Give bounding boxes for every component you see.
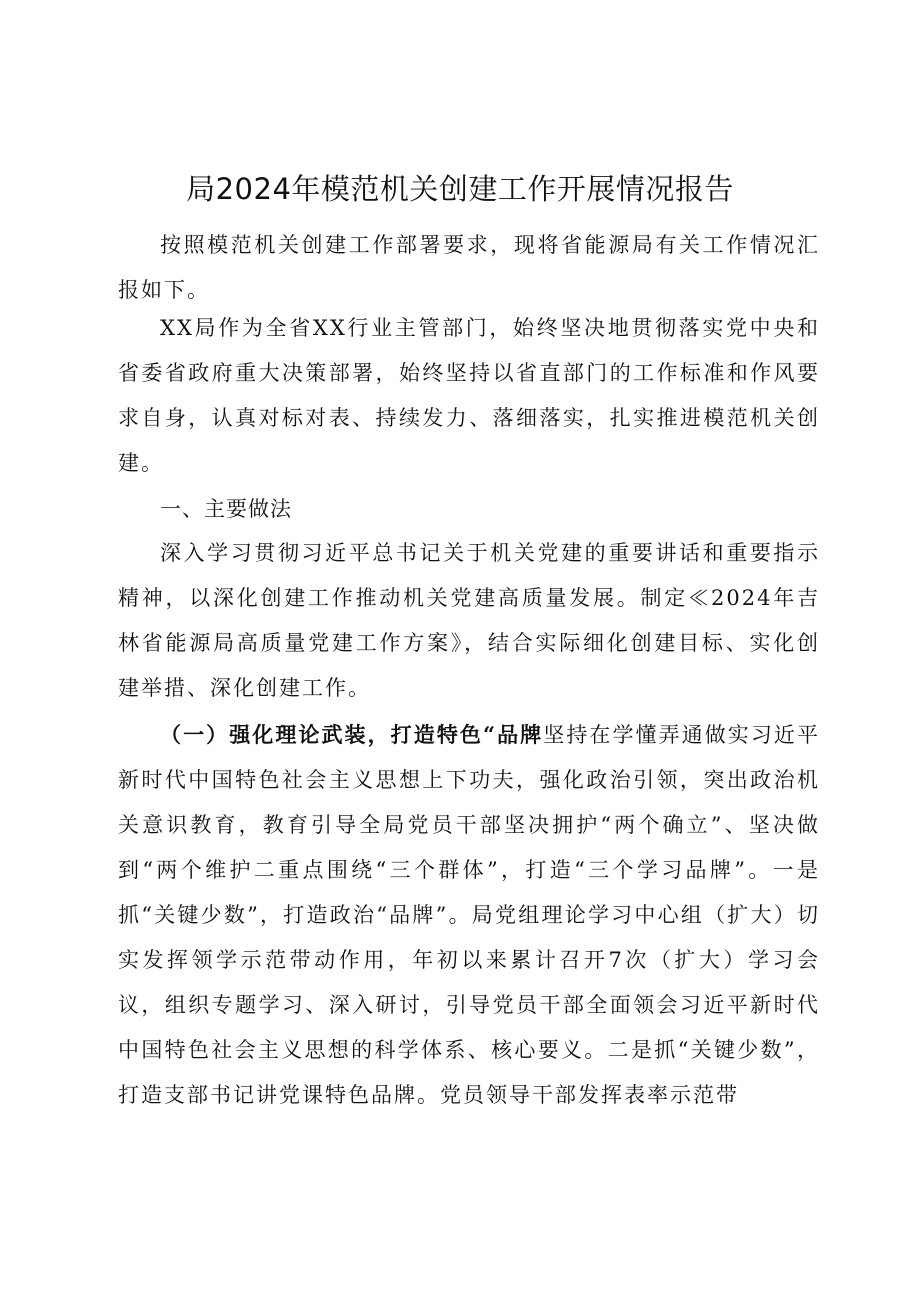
- intro-paragraph: 按照模范机关创建工作部署要求，现将省能源局有关工作情况汇报如下。: [118, 233, 820, 302]
- document-title: 局2024年模范机关创建工作开展情况报告: [186, 172, 734, 206]
- subsection-paragraph: [118, 712, 820, 1118]
- overview-paragraph: XX局作为全省XX行业主管部门，始终坚决地贯彻落实党中央和省委省政府重大决策部署，始终坚持以省直部门的工作标准和作风要求自身，认真对标对表、持续发力、落细落实，扎实推进模范机关创建。: [118, 316, 820, 475]
- section-intro-paragraph: 深入学习贯彻习近平总书记关于机关党建的重要讲话和重要指示精神，以深化创建工作推动机关党建高质量发展。制定≪2024年吉林省能源局高质量党建工作方案》，结合实际细化创建目标、实化创建举措、深化创建工作。: [118, 541, 820, 700]
- section-heading: 一、主要做法: [160, 497, 292, 521]
- subsection-heading: （一）强化理论武装，打造特色“品牌: [160, 722, 544, 747]
- subsection-body: 坚持在学懂弄通做实习近平新时代中国特色社会主义思想上下功夫，强化政治引领，突出政治机关意识教育，教育引导全局党员干部坚决拥护“两个确立”、坚决做到“两个维护二重点围绕“三个群体”，打造“三个学习品牌”。一是抓“关键少数”，打造政治“品牌”。局党组理论学习中心组（扩大）切实发挥领学示范带动作用，年初以来累计召开7次（扩大）学习会议，组织专题学习、深入研讨，引导党员干部全面领会习近平新时代中国特色社会主义思想的科学体系、核心要义。二是抓“关键少数”，打造支部书记讲党课特色品牌。党员领导干部发挥表率示范带: [118, 723, 821, 1107]
